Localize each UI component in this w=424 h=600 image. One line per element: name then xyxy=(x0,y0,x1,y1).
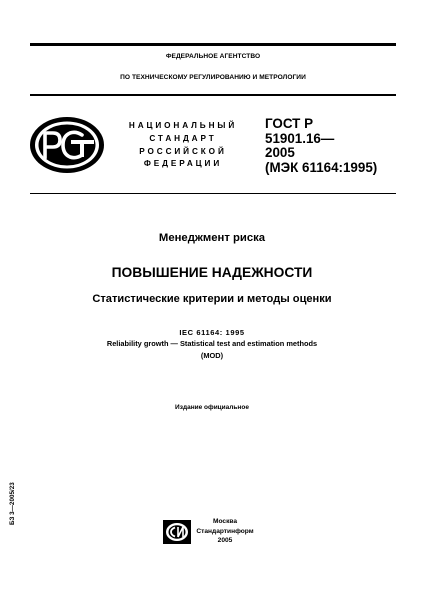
designation-line: (МЭК 61164:1995) xyxy=(265,159,378,175)
standard-designation xyxy=(265,117,405,175)
national-standard-line: РОССИЙСКОЙ xyxy=(139,146,227,156)
publisher-block xyxy=(190,517,260,546)
english-title: Reliability growth — Statistical test and estimation methods xyxy=(106,339,318,348)
national-standard-line: ФЕДЕРАЦИИ xyxy=(143,159,223,169)
gost-r-certification-logo-icon xyxy=(29,116,105,174)
logo-text: РСТ xyxy=(29,116,31,117)
publisher-logo-text: СИ xyxy=(162,518,164,519)
designation-line: 51901.16— xyxy=(265,130,335,146)
main-title: ПОВЫШЕНИЕ НАДЕЖНОСТИ xyxy=(111,265,313,280)
side-code: БЗ 3—2005/23 xyxy=(9,482,16,525)
publisher-name: Стандартинформ xyxy=(196,527,254,535)
publisher-year: 2005 xyxy=(217,537,233,544)
subtitle: Статистические критерии и методы оценки xyxy=(92,293,332,305)
designation-line: 2005 xyxy=(265,145,295,160)
top-rule xyxy=(30,43,396,46)
publisher-city: Москва xyxy=(212,518,238,525)
designation-line: ГОСТ Р xyxy=(265,116,313,131)
agency-line-2: ПО ТЕХНИЧЕСКОМУ РЕГУЛИРОВАНИЮ И МЕТРОЛОГИИ xyxy=(120,74,306,81)
national-standard-line: НАЦИОНАЛЬНЫЙ xyxy=(128,121,238,130)
series-title: Менеджмент риска xyxy=(158,232,266,244)
modification-label: (MOD) xyxy=(200,351,224,360)
national-standard-label xyxy=(120,120,246,171)
header-rule xyxy=(30,94,396,96)
edition-label: Издание официальное xyxy=(175,404,249,411)
designation-rule xyxy=(30,193,396,194)
national-standard-line: СТАНДАРТ xyxy=(149,133,217,143)
iec-reference: IEC 61164: 1995 xyxy=(179,328,245,337)
agency-line-1: ФЕДЕРАЛЬНОЕ АГЕНТСТВО xyxy=(165,53,261,60)
